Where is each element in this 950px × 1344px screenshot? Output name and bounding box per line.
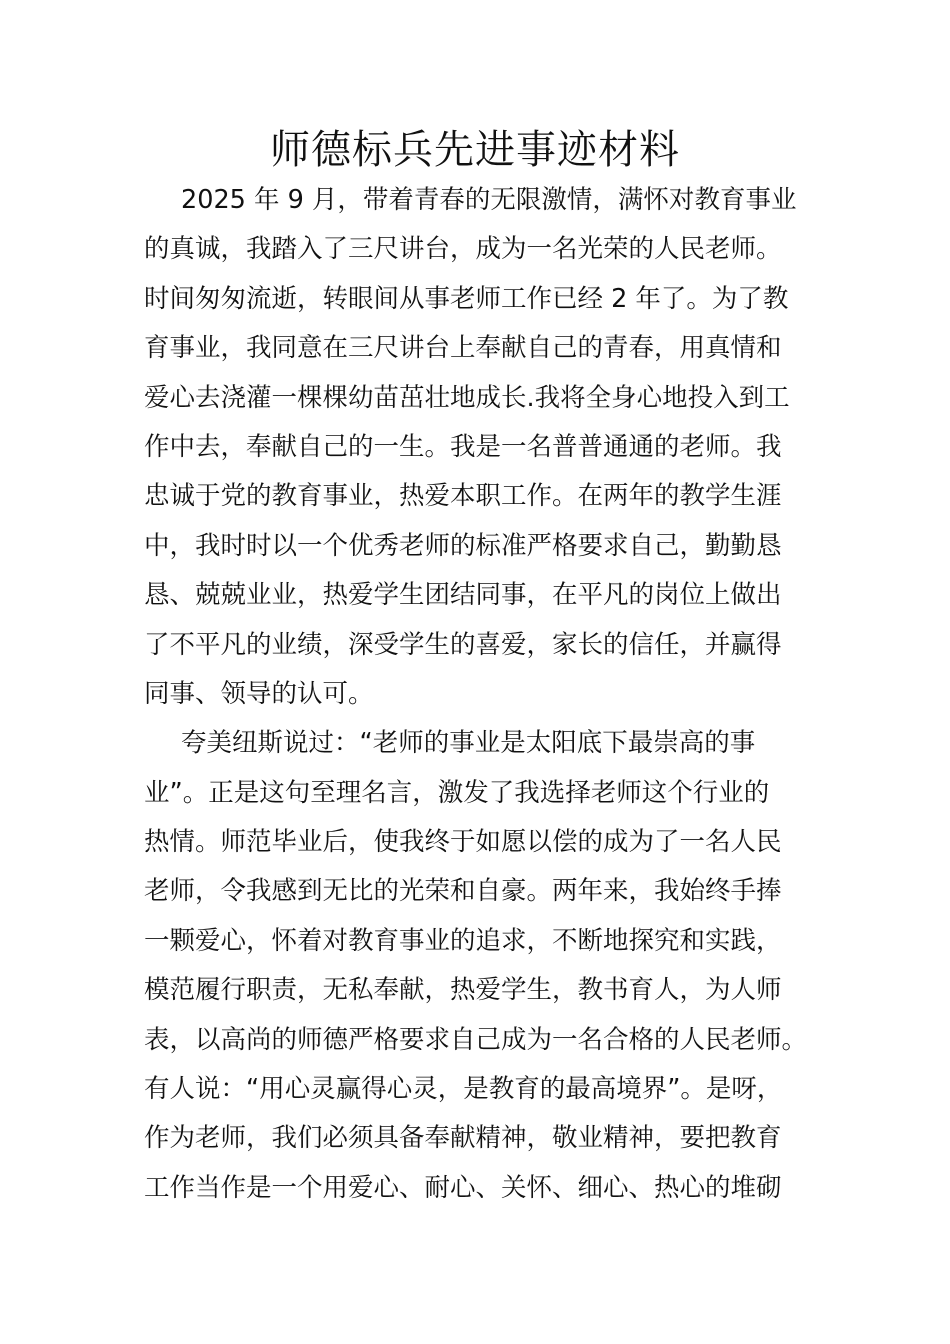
text-line: 了不平凡的业绩，深受学生的喜爱，家长的信任，并赢得: [144, 629, 782, 660]
text-line: 2025 年 9 月，带着青春的无限激情，满怀对教育事业: [181, 185, 797, 215]
text-line: 恳、兢兢业业，热爱学生团结同事，在平凡的岗位上做出: [144, 580, 782, 611]
text-line: 业”。正是这句至理名言，激发了我选择老师这个行业的: [144, 777, 770, 808]
text-line: 表，以高尚的师德严格要求自己成为一名合格的人民老师。: [144, 1024, 808, 1055]
text-line: 中，我时时以一个优秀老师的标准严格要求自己，勤勤恳: [144, 530, 782, 561]
text-line: 作为老师，我们必须具备奉献精神，敬业精神，要把教育: [144, 1123, 782, 1154]
text-line: 育事业，我同意在三尺讲台上奉献自己的青春，用真情和: [144, 333, 782, 364]
text-line: 忠诚于党的教育事业，热爱本职工作。在两年的教学生涯: [144, 481, 782, 512]
text-line: 同事、领导的认可。: [144, 678, 374, 709]
document-body: [144, 176, 808, 1213]
text-line: 热情。师范毕业后，使我终于如愿以偿的成为了一名人民: [144, 827, 782, 858]
text-line: 模范履行职责，无私奉献，热爱学生，教书育人，为人师: [144, 975, 782, 1006]
text-line: 夸美纽斯说过：“老师的事业是太阳底下最崇高的事: [181, 728, 756, 759]
text-line: 作中去，奉献自己的一生。我是一名普普通通的老师。我: [144, 431, 782, 462]
text-line: 工作当作是一个用爱心、耐心、关怀、细心、热心的堆砌: [144, 1172, 782, 1203]
document-title: 师德标兵先进事迹材料: [270, 127, 680, 173]
text-line: 时间匆匆流逝，转眼间从事老师工作已经 2 年了。为了教: [144, 283, 789, 314]
text-line: 爱心去浇灌一棵棵幼苗茁壮地成长.我将全身心地投入到工: [144, 382, 790, 413]
text-line: 的真诚，我踏入了三尺讲台，成为一名光荣的人民老师。: [144, 234, 782, 265]
text-line: 一颗爱心，怀着对教育事业的追求，不断地探究和实践，: [144, 925, 782, 956]
text-line: 有人说：“用心灵赢得心灵，是教育的最高境界”。是呀，: [144, 1074, 783, 1105]
text-line: 老师，令我感到无比的光荣和自豪。两年来，我始终手捧: [144, 876, 782, 907]
